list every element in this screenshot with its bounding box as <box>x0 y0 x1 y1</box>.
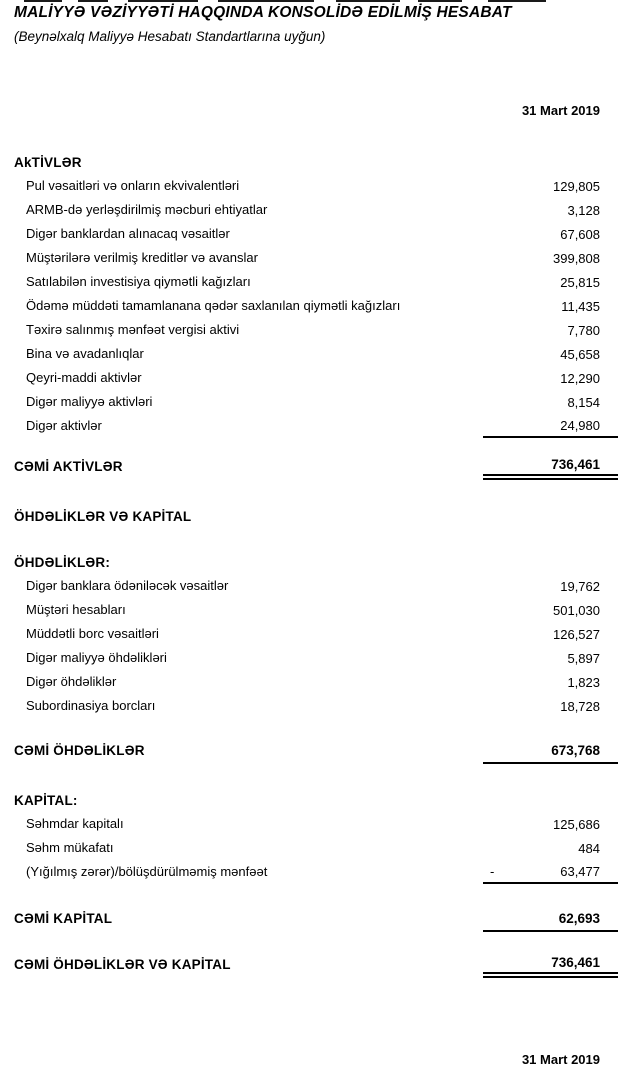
total-label: CƏMİ AKTİVLƏR <box>14 459 123 474</box>
line-item-label: Digər banklara ödəniləcək vəsaitlər <box>26 578 229 593</box>
statement-section <box>14 152 620 480</box>
line-item-value: 126,527 <box>553 626 600 642</box>
line-item-value: 8,154 <box>567 394 600 410</box>
page-title: MALİYYƏ VƏZİYYƏTİ HAQQINDA KONSOLİDƏ EDİLMİŞ HESABAT <box>14 4 512 21</box>
line-item-label: Qeyri-maddi aktivlər <box>26 370 142 385</box>
line-item-label: Səhmdar kapitalı <box>26 816 124 831</box>
line-item-amount <box>483 836 618 860</box>
line-item-value: 67,608 <box>560 226 600 242</box>
line-item-amount <box>483 694 618 718</box>
line-item-row <box>14 222 620 246</box>
total-amount <box>483 952 618 978</box>
line-item-label: (Yığılmış zərər)/bölüşdürülməmiş mənfəət <box>26 864 268 879</box>
line-item-amount <box>483 294 618 318</box>
total-value: 62,693 <box>558 910 600 926</box>
total-label: CƏMİ ÖHDƏLİKLƏR VƏ KAPİTAL <box>14 957 231 972</box>
line-item-row <box>14 574 620 598</box>
line-item-label: Satılabilən investisiya qiymətli kağızları <box>26 274 251 289</box>
line-item-value: 5,897 <box>567 650 600 666</box>
line-item-label: Müştərilərə verilmiş kreditlər və avanslar <box>26 250 258 265</box>
line-item-amount <box>483 174 618 198</box>
statement-section <box>14 552 620 764</box>
line-item-label: Digər maliyyə aktivləri <box>26 394 153 409</box>
line-item-value: 12,290 <box>560 370 600 386</box>
page-subtitle: (Beynəlxalq Maliyyə Hesabatı Standartlarına uyğun) <box>14 29 326 44</box>
total-value: 673,768 <box>551 742 600 758</box>
line-item-row <box>14 270 620 294</box>
statement-section <box>14 506 620 528</box>
line-item-row <box>14 836 620 860</box>
line-item-value: 399,808 <box>553 250 600 266</box>
line-item-value: 7,780 <box>567 322 600 338</box>
line-item-row <box>14 598 620 622</box>
line-item-row <box>14 622 620 646</box>
line-item-amount <box>483 222 618 246</box>
top-edge-artifact <box>128 0 198 2</box>
line-item-amount <box>483 246 618 270</box>
line-item-amount <box>483 318 618 342</box>
line-item-amount <box>483 270 618 294</box>
line-item-label: Digər aktivlər <box>26 418 102 433</box>
statement-section <box>14 790 620 932</box>
line-item-label: Digər maliyyə öhdəlikləri <box>26 650 167 665</box>
section-heading: KAPİTAL: <box>14 793 78 808</box>
line-item-label: Subordinasiya borcları <box>26 698 156 713</box>
line-item-amount <box>483 574 618 598</box>
top-edge-artifact <box>488 0 546 2</box>
footer-date: 31 Mart 2019 <box>521 1052 600 1067</box>
line-item-label: Pul vəsaitləri və onların ekvivalentləri <box>26 178 240 193</box>
total-amount <box>483 738 618 764</box>
section-heading: ÖHDƏLİKLƏR VƏ KAPİTAL <box>14 509 192 524</box>
line-item-value: 484 <box>578 840 600 856</box>
top-edge-artifact <box>24 0 62 2</box>
line-item-row <box>14 812 620 836</box>
line-item-label: Səhm mükafatı <box>26 840 114 855</box>
line-item-amount <box>483 366 618 390</box>
line-item-row <box>14 174 620 198</box>
line-item-value: 63,477 <box>560 863 600 879</box>
total-amount <box>483 454 618 480</box>
total-value: 736,461 <box>551 456 600 472</box>
negative-sign: - <box>490 863 495 879</box>
top-edge-artifact <box>78 0 108 2</box>
line-item-row <box>14 294 620 318</box>
line-item-label: Digər banklardan alınacaq vəsaitlər <box>26 226 230 241</box>
total-row <box>14 738 620 764</box>
total-label: CƏMİ ÖHDƏLİKLƏR <box>14 743 145 758</box>
total-row <box>14 454 620 480</box>
line-item-value: 501,030 <box>553 602 600 618</box>
line-item-row <box>14 390 620 414</box>
line-item-value: 125,686 <box>553 816 600 832</box>
total-row <box>14 952 620 978</box>
section-heading: AkTİVLƏR <box>14 155 82 170</box>
line-item-value: 129,805 <box>553 178 600 194</box>
line-item-value: 3,128 <box>567 202 600 218</box>
line-item-label: Təxirə salınmış mənfəət vergisi aktivi <box>26 322 240 337</box>
top-edge-artifact <box>218 0 314 2</box>
top-edge-artifact <box>336 0 400 2</box>
total-amount <box>483 906 618 932</box>
total-value: 736,461 <box>551 954 600 970</box>
line-item-row <box>14 342 620 366</box>
line-item-amount <box>483 390 618 414</box>
line-item-label: Digər öhdəliklər <box>26 674 117 689</box>
line-item-row <box>14 366 620 390</box>
statement-section <box>14 952 620 978</box>
line-item-amount <box>483 622 618 646</box>
line-item-row <box>14 670 620 694</box>
top-edge-artifact <box>418 0 462 2</box>
statement-body <box>14 148 620 978</box>
line-item-label: Müddətli borc vəsaitləri <box>26 626 159 641</box>
line-item-label: Ödəmə müddəti tamamlanana qədər saxlanılan qiymətli kağızları <box>26 298 401 313</box>
line-item-label: Bina və avadanlıqlar <box>26 346 144 361</box>
line-item-amount <box>483 670 618 694</box>
total-label: CƏMİ KAPİTAL <box>14 911 113 926</box>
line-item-value: 1,823 <box>567 674 600 690</box>
line-item-row <box>14 646 620 670</box>
line-item-row <box>14 414 620 438</box>
line-item-value: 45,658 <box>560 346 600 362</box>
line-item-value: 11,435 <box>561 298 600 314</box>
line-item-row <box>14 198 620 222</box>
line-item-amount <box>483 598 618 622</box>
line-item-row <box>14 694 620 718</box>
line-item-amount <box>483 646 618 670</box>
line-item-amount <box>483 198 618 222</box>
section-heading: ÖHDƏLİKLƏR: <box>14 555 111 570</box>
line-item-value: 25,815 <box>560 274 600 290</box>
line-item-row <box>14 318 620 342</box>
line-item-value: 24,980 <box>560 417 600 433</box>
line-item-amount <box>483 414 618 438</box>
total-row <box>14 906 620 932</box>
line-item-amount <box>483 342 618 366</box>
line-item-label: ARMB-də yerləşdirilmiş məcburi ehtiyatlar <box>26 202 268 217</box>
line-item-row <box>14 860 620 884</box>
line-item-amount <box>483 860 618 884</box>
column-date-header: 31 Mart 2019 <box>521 103 600 118</box>
line-item-label: Müştəri hesabları <box>26 602 126 617</box>
line-item-value: 19,762 <box>560 578 600 594</box>
line-item-amount <box>483 812 618 836</box>
line-item-value: 18,728 <box>560 698 600 714</box>
line-item-row <box>14 246 620 270</box>
